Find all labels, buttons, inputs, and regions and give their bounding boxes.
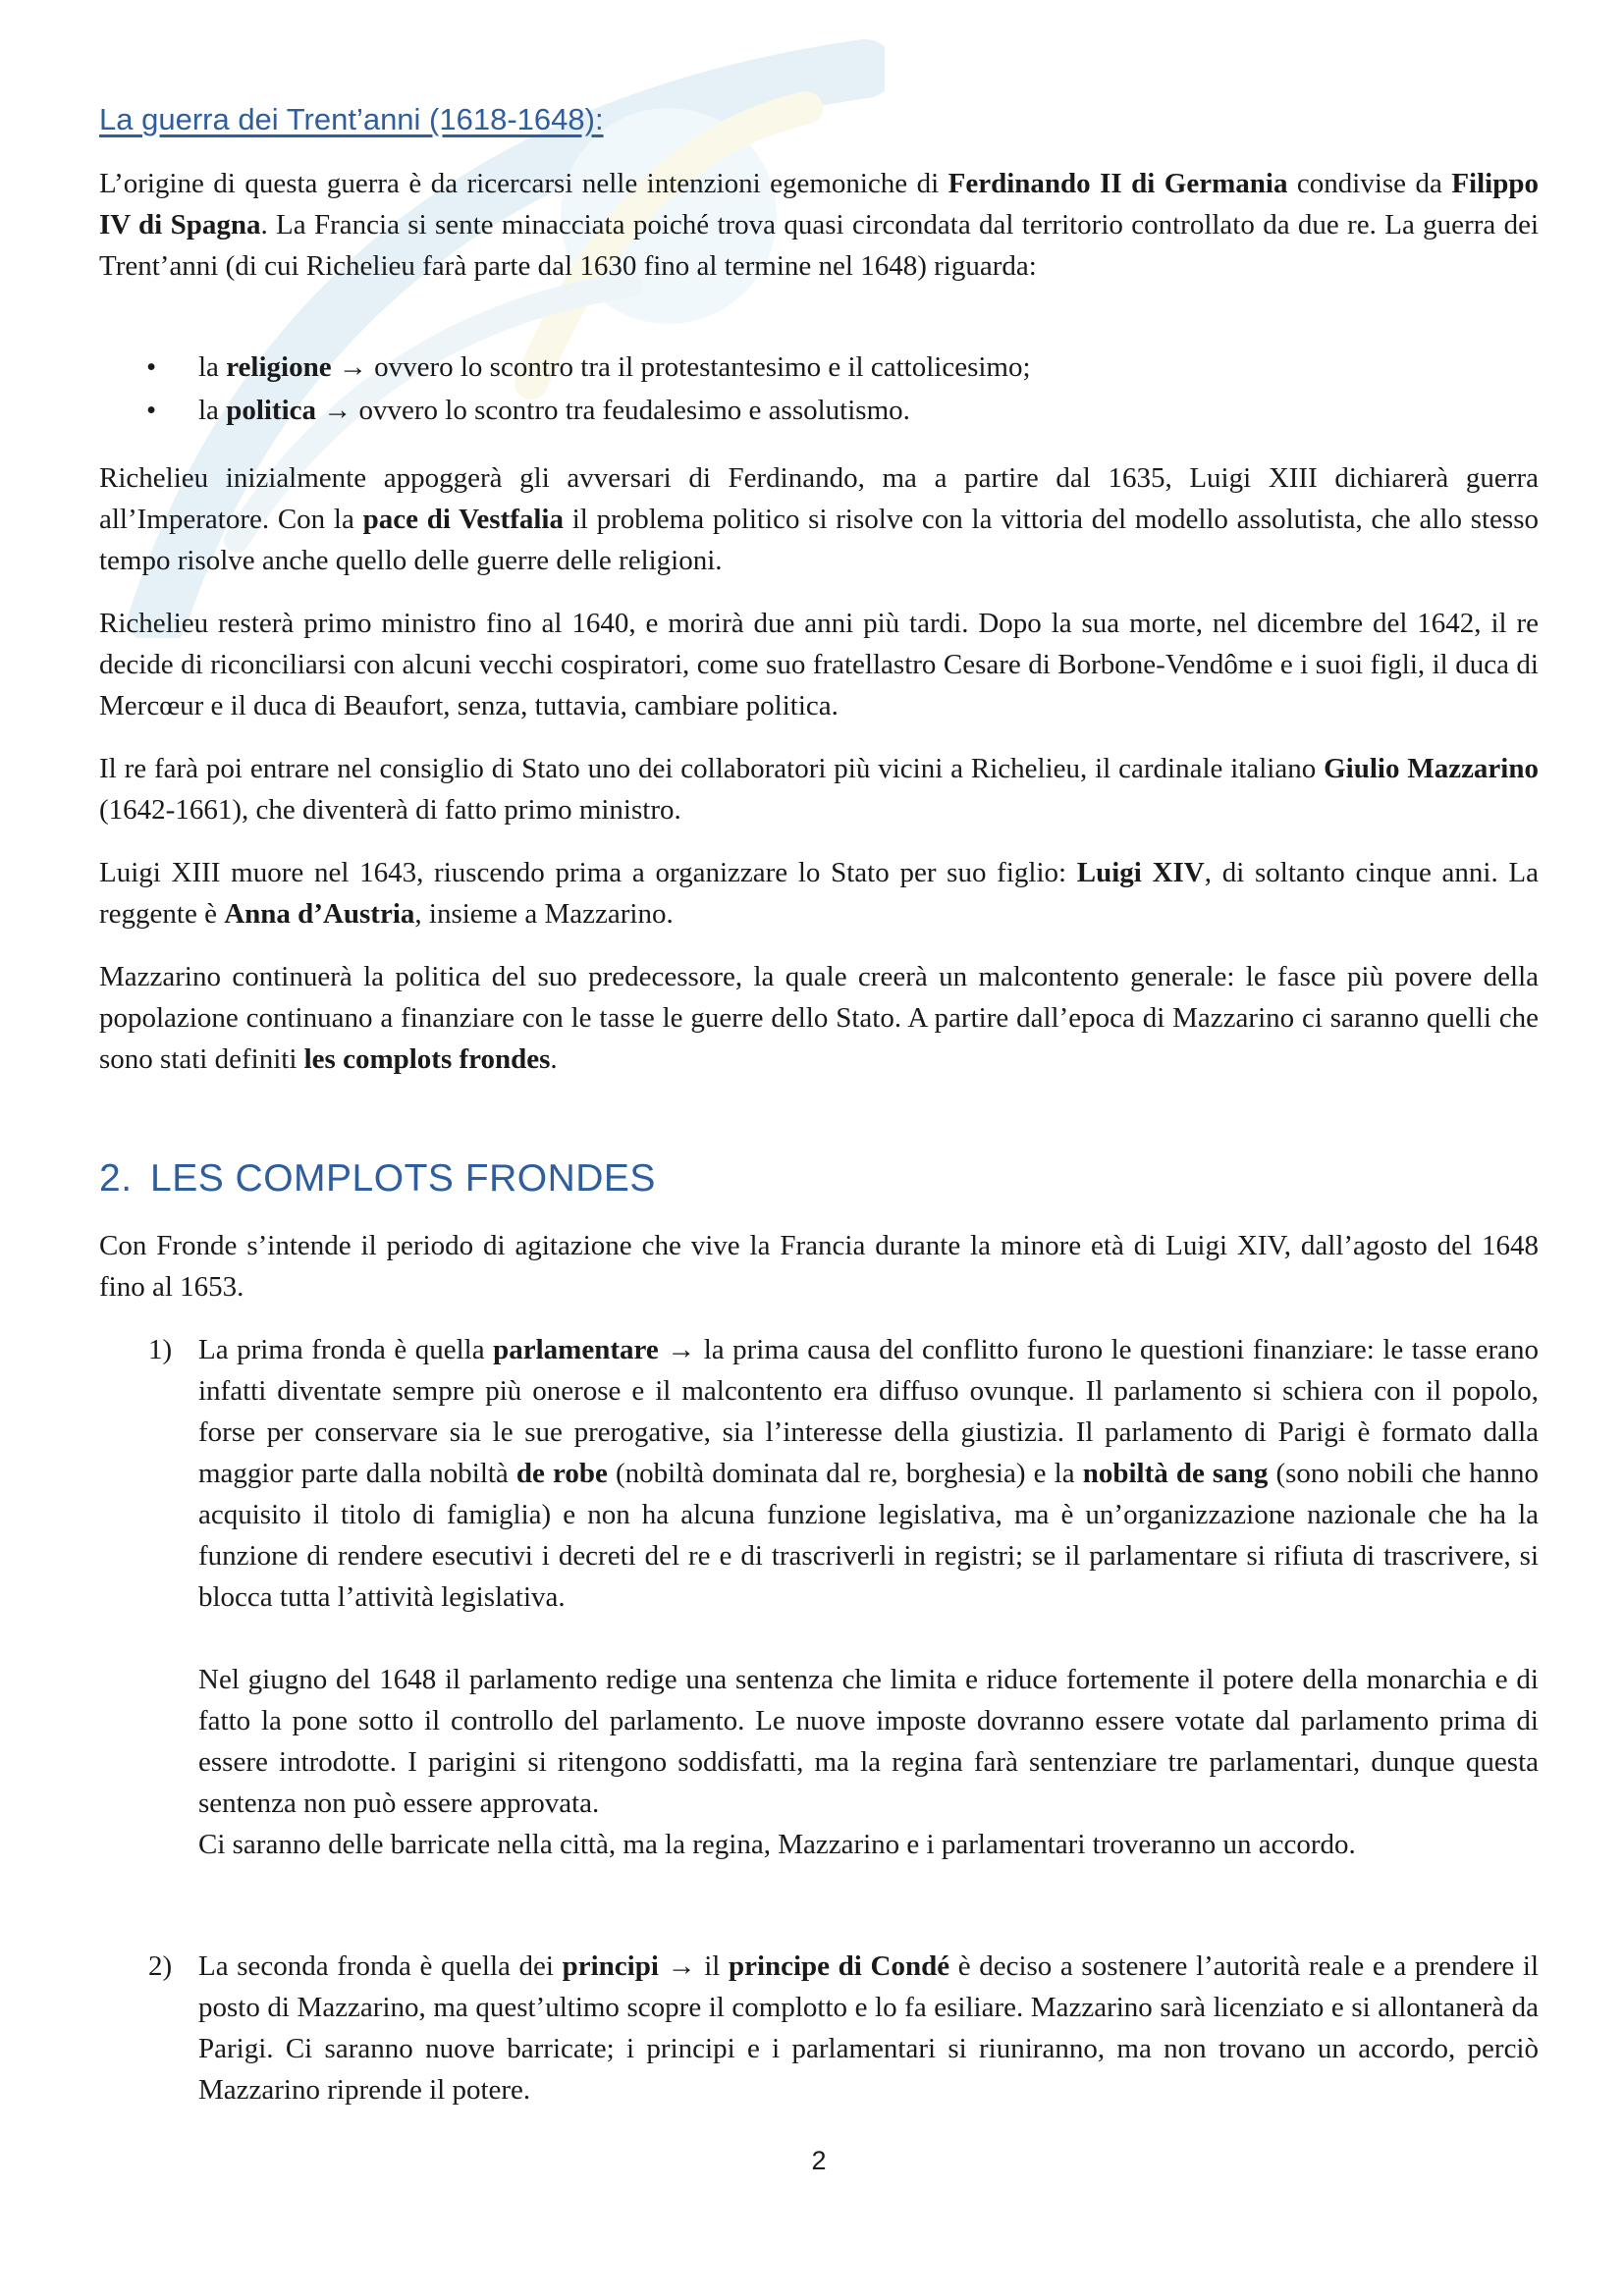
list-item-fronda-principi bbox=[99, 1946, 1539, 2110]
paragraph-origins: L’origine di questa guerra è da ricercarsi nelle intenzioni egemoniche di Ferdinando II di Germania condivise da Filippo IV di Spagna. La Francia si sente minacciata poiché trova quasi circondata dal territorio controllato da due re. La guerra dei Trent’anni (di cui Richelieu farà parte dal 1630 fino al termine nel 1648) riguarda: bbox=[99, 168, 1540, 282]
arrow-right-icon: → bbox=[667, 1950, 696, 1982]
arrow-right-icon: → bbox=[338, 351, 367, 383]
bullet-list bbox=[99, 346, 1539, 432]
bullet-icon: • bbox=[146, 395, 157, 426]
page-number: 2 bbox=[811, 2146, 827, 2175]
document-page bbox=[99, 0, 1539, 2296]
paragraph-mazzarino: Il re farà poi entrare nel consiglio di Stato uno dei collaboratori più vicini a Richelieu, il cardinale italiano Giulio Mazzarino (1642-1661), che diventerà di fatto primo ministro. bbox=[99, 753, 1539, 826]
paragraph-fronde: Con Fronde s’intende il periodo di agitazione che vive la Francia durante la minore età di Luigi XIV, dall’agosto del 1648 fino al 1653. bbox=[99, 1230, 1539, 1303]
fronda-parlamentare-sentenza: Nel giugno del 1648 il parlamento redige una sentenza che limita e riduce fortemente il potere della monarchia e di fatto la pone sotto il controllo del parlamento. Le nuove imposte dovranno essere votate dal parlamento prima di essere introdotte. I parigini si ritengono soddisfatti, ma la regina farà sentenziare tre parlamentari, dunque questa sentenza non può essere approvata. bbox=[198, 1664, 1539, 1819]
paragraph-richelieu: Richelieu resterà primo ministro fino al 1640, e morirà due anni più tardi. Dopo la sua morte, nel dicembre del 1642, il re decide di riconciliarsi con alcuni vecchi cospiratori, come suo fratellastro Cesare di Borbone-Vendôme e i suoi figli, il duca di Mercœur e il duca di Beaufort, senza, tuttavia, cambiare politica. bbox=[99, 608, 1539, 721]
paragraph-vestfalia: Richelieu inizialmente appoggerà gli avversari di Ferdinando, ma a partire dal 1635, Luigi XIII dichiarerà guerra all’Imperatore. Con la pace di Vestfalia il problema politico si risolve con la vittoria del modello assolutista, che allo stesso tempo risolve anche quello delle guerre delle religioni. bbox=[99, 462, 1539, 576]
fronda-principi-text: La seconda fronda è quella dei principi → il principe di Condé è deciso a sostenere l’autorità reale e a prendere il posto di Mazzarino, ma quest’ultimo scopre il complotto e lo fa esiliare. Mazzarino sarà licenziato e si allontanerà da Parigi. Ci saranno nuove barricate; i principi e i parlamentari si riuniranno, ma non trovano un accordo, perciò Mazzarino riprende il potere. bbox=[198, 1950, 1539, 2106]
paragraph-luigi-xiv: Luigi XIII muore nel 1643, riuscendo prima a organizzare lo Stato per suo figlio: Luigi XIV, di soltanto cinque anni. La reggente è Anna d’Austria, insieme a Mazzarino. bbox=[99, 857, 1539, 930]
bullet-icon: • bbox=[146, 351, 157, 383]
list-item: • la politica → ovvero lo scontro tra feudalesimo e assolutismo. bbox=[99, 389, 1539, 432]
arrow-right-icon: → bbox=[323, 395, 352, 426]
section-heading: La guerra dei Trent’anni (1618-1648): bbox=[99, 102, 604, 136]
list-marker: 1) bbox=[148, 1334, 173, 1365]
list-item-fronda-parlamentare bbox=[99, 1329, 1539, 1865]
fronda-parlamentare-text: La prima fronda è quella parlamentare → la prima causa del conflitto furono le questioni finanziare: le tasse erano infatti diventate sempre più onerose e il malcontento era diffuso ovunque. Il parlamento si schiera con il popolo, forse per conservare sia le sue prerogative, sia l’interesse della giustizia. Il parlamento di Parigi è formato dalla maggior parte dalla nobiltà de robe (nobiltà dominata dal re, borghesia) e la nobiltà de sang (sono nobili che hanno acquisito il titolo di famiglia) e non ha alcuna funzione legislativa, ma è un’organizzazione nazionale che ha la funzione di rendere esecutivi i decreti del re e di trascriverli in registri; se il parlamentare si rifiuta di trascrivere, si blocca tutta l’attività legislativa. bbox=[198, 1334, 1540, 1613]
list-marker: 2) bbox=[148, 1950, 173, 1982]
paragraph-malcontento: Mazzarino continuerà la politica del suo predecessore, la quale creerà un malcontento generale: le fasce più povere della popolazione continuano a finanziare con le tasse le guerre dello Stato. A partire dall’epoca di Mazzarino ci saranno quelli che sono stati definiti les complots frondes. bbox=[99, 961, 1539, 1075]
list-item: • la religione → ovvero lo scontro tra il protestantesimo e il cattolicesimo; bbox=[99, 346, 1539, 389]
arrow-right-icon: → bbox=[667, 1334, 696, 1365]
chapter-heading: 2. LES COMPLOTS FRONDES bbox=[99, 1157, 656, 1200]
fronda-parlamentare-accordo: Ci saranno delle barricate nella città, ma la regina, Mazzarino e i parlamentari troveranno un accordo. bbox=[198, 1829, 1356, 1860]
